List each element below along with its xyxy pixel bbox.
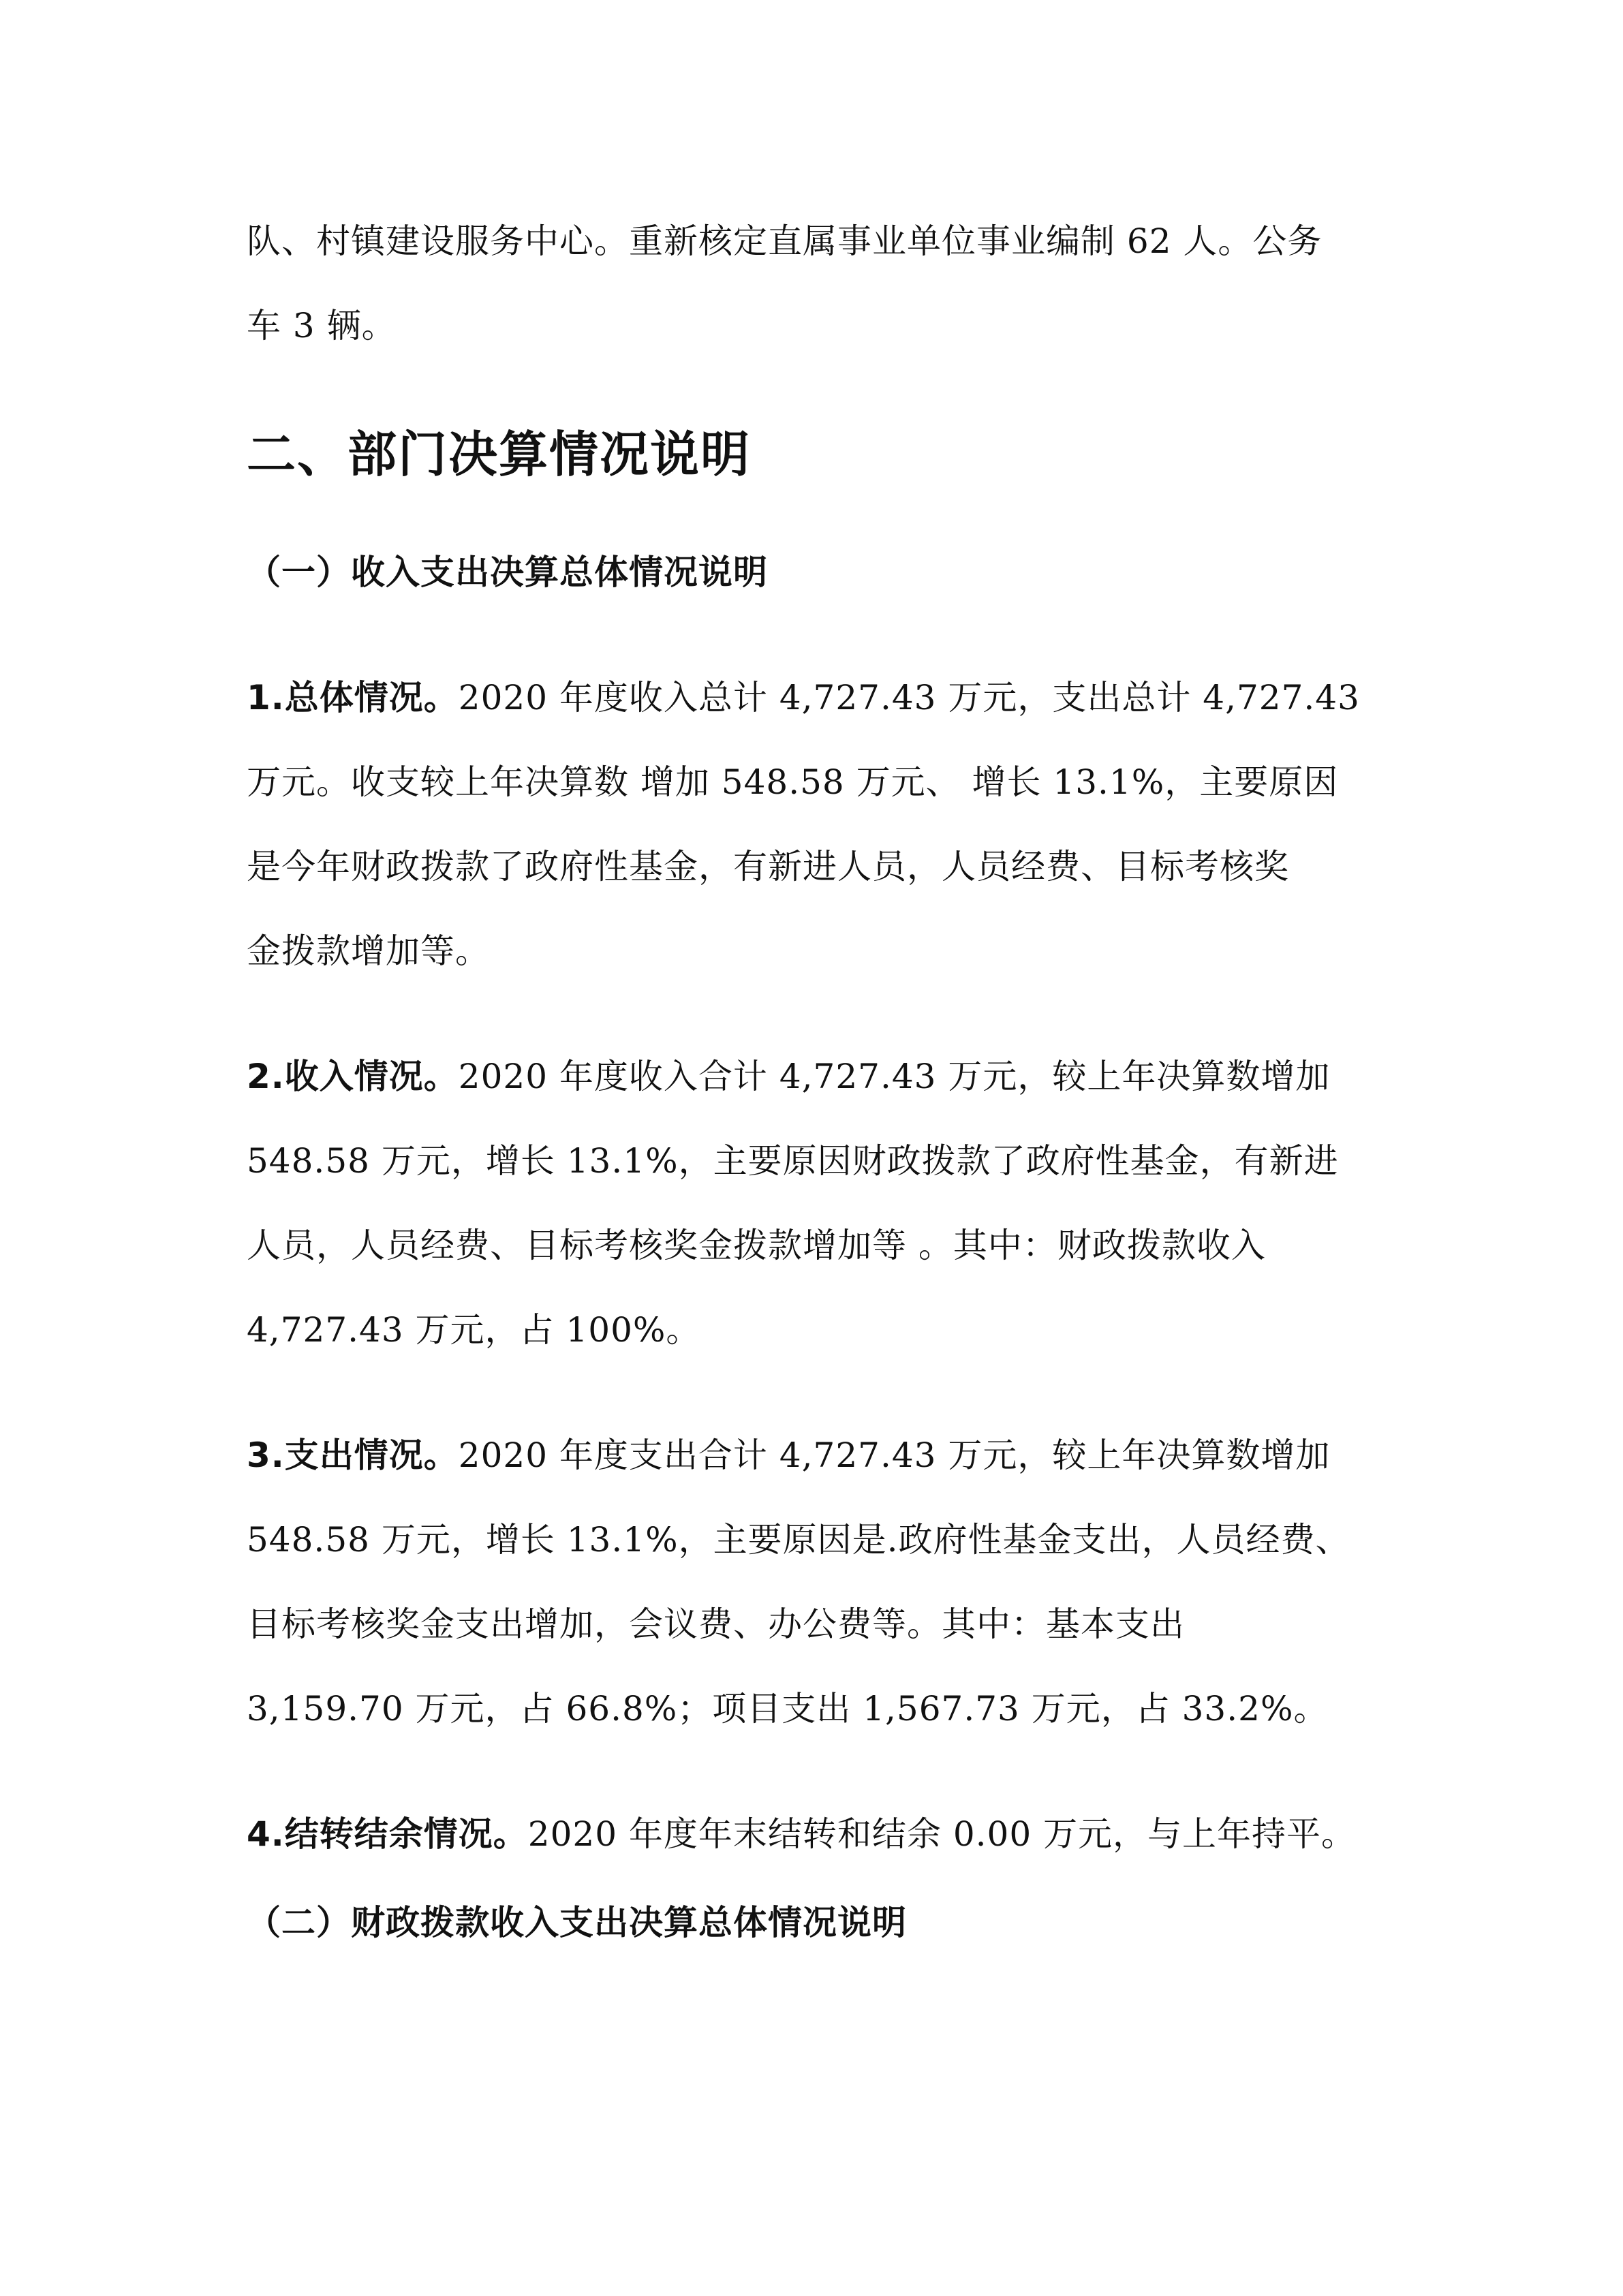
p3-label: 3.支出情况。 — [247, 1436, 459, 1475]
section-heading: 二、部门决算情况说明 — [247, 426, 752, 483]
p3-line-2: 548.58 万元，增长 13.1%，主要原因是.政府性基金支出，人员经费、 — [247, 1520, 1350, 1560]
p4-line-1-text: 2020 年度年末结转和结余 0.00 万元，与上年持平。 — [527, 1814, 1357, 1854]
p2-line-4: 4,727.43 万元，占 100%。 — [247, 1310, 701, 1350]
intro-line-2: 车 3 辆。 — [247, 306, 397, 345]
p1-label: 1.总体情况。 — [247, 678, 459, 717]
p3-line-1-text: 2020 年度支出合计 4,727.43 万元，较上年决算数增加 — [458, 1436, 1331, 1475]
p1-line-4: 金拨款增加等。 — [247, 931, 490, 971]
p2-line-2: 548.58 万元，增长 13.1%，主要原因财政拨款了政府性基金，有新进 — [247, 1141, 1339, 1181]
p1-line-3: 是今年财政拨款了政府性基金，有新进人员，人员经费、目标考核奖 — [247, 847, 1289, 886]
p2-line-1 — [247, 1055, 1405, 1098]
p3-line-4: 3,159.70 万元，占 66.8%；项目支出 1,567.73 万元，占 33.2%。 — [247, 1689, 1329, 1728]
subsection-heading-1: （一）收入支出决算总体情况说明 — [247, 553, 768, 592]
p3-line-1 — [247, 1433, 1405, 1477]
p1-line-1 — [247, 676, 1405, 719]
p3-line-3: 目标考核奖金支出增加，会议费、办公费等。其中：基本支出 — [247, 1604, 1185, 1644]
p4-label: 4.结转结余情况。 — [247, 1814, 528, 1854]
p2-line-3: 人员，人员经费、目标考核奖金拨款增加等 。其中：财政拨款收入 — [247, 1226, 1266, 1265]
subsection-heading-2: （二）财政拨款收入支出决算总体情况说明 — [247, 1903, 907, 1942]
intro-line-1: 队、村镇建设服务中心。重新核定直属事业单位事业编制 62 人。公务 — [247, 221, 1323, 261]
p2-line-1-text: 2020 年度收入合计 4,727.43 万元，较上年决算数增加 — [458, 1057, 1331, 1096]
p2-label: 2.收入情况。 — [247, 1057, 459, 1096]
p1-line-1-text: 2020 年度收入总计 4,727.43 万元，支出总计 4,727.43 — [458, 678, 1360, 717]
p4-line-1 — [247, 1812, 1405, 1856]
p1-line-2: 万元。收支较上年决算数 增加 548.58 万元、 增长 13.1%，主要原因 — [247, 762, 1339, 802]
